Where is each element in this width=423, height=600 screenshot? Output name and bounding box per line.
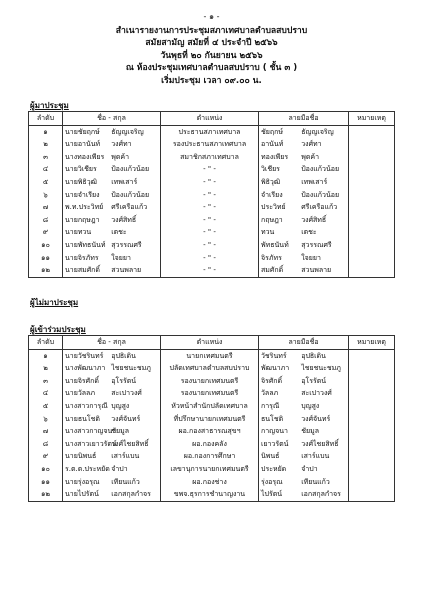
column-header-number: ลำดับ	[29, 336, 63, 350]
signature-last-name: ศรีเครือแก้ว	[301, 203, 338, 212]
signature-cell	[259, 201, 349, 214]
signature-first-name: ไปรัตน์	[261, 490, 283, 499]
document-header	[0, 25, 423, 87]
absent-section-title: ผู้ไม่มาประชุม	[30, 298, 79, 307]
signature-first-name: ทวน	[261, 228, 275, 237]
table-row	[29, 450, 395, 463]
position-cell: - " -	[161, 214, 259, 227]
signature-last-name: เอกสกุลกำจร	[301, 490, 341, 499]
table-row	[29, 138, 395, 151]
signature-cell	[259, 413, 349, 426]
signature-last-name: สุวรรณศรี	[301, 240, 332, 249]
last-name: วงศ์จันทร์	[111, 414, 141, 423]
signature-cell	[259, 476, 349, 489]
column-header-position: ตำแหน่ง	[161, 336, 259, 350]
name-cell	[63, 163, 161, 176]
position-cell: ขพจ.ธุรการชำนาญงาน	[161, 488, 259, 501]
last-name: เสาร์แบน	[111, 452, 140, 461]
signature-last-name: วงศ์สิทธิ์	[301, 215, 327, 224]
signature-first-name: รุ่งอรุณ	[261, 477, 283, 486]
row-number: ๘	[29, 438, 63, 451]
position-cell: เลขานุการนายกเทศมนตรี	[161, 463, 259, 476]
first-name: นายวัชรินทร์	[65, 351, 104, 360]
first-name: นายนิพนธ์	[65, 452, 97, 461]
first-name: นายธนโชติ	[65, 414, 100, 423]
last-name: เทพเสาร์	[111, 177, 138, 186]
column-header-number: ลำดับ	[29, 112, 63, 126]
name-cell	[63, 189, 161, 202]
table-row	[29, 176, 395, 189]
last-name: ไชยชนะชมภู	[111, 364, 151, 373]
last-name: วงศ์สิทธิ์	[111, 215, 137, 224]
column-header-signature: ลายมือชื่อ	[259, 336, 349, 350]
signature-last-name: บุญสูง	[301, 401, 320, 410]
signature-last-name: สะเปาวงศ์	[301, 389, 332, 398]
row-number: ๓	[29, 375, 63, 388]
signature-last-name: อุโรรัตน์	[301, 376, 327, 385]
row-number: ๑๑	[29, 252, 63, 265]
first-name: นายรุ่งอรุณ	[65, 477, 100, 486]
table-row	[29, 425, 395, 438]
name-cell	[63, 151, 161, 164]
participants-table	[28, 335, 395, 502]
row-number: ๖	[29, 413, 63, 426]
position-cell: ผอ.กองการศึกษา	[161, 450, 259, 463]
table-row	[29, 387, 395, 400]
signature-first-name: ทองเพียร	[261, 152, 289, 161]
name-cell	[63, 252, 161, 265]
signature-first-name: พัทธนันท์	[261, 240, 289, 249]
signature-cell	[259, 387, 349, 400]
last-name: สะเปาวงศ์	[111, 389, 142, 398]
last-name: วงศ์ไชยสิทธิ์	[111, 439, 149, 448]
page-number: - ๑ -	[203, 12, 220, 21]
column-header-signature: ลายมือชื่อ	[259, 112, 349, 126]
row-number: ๑๒	[29, 488, 63, 501]
row-number: ๘	[29, 214, 63, 227]
position-cell: รองประธานสภาเทศบาล	[161, 138, 259, 151]
table-row	[29, 214, 395, 227]
attendees-section-title: ผู้มาประชุม	[30, 101, 69, 110]
first-name: นายพิธิวุฒิ	[65, 177, 97, 186]
signature-last-name: วงศ์ไชยสิทธิ์	[301, 439, 339, 448]
table-row	[29, 252, 395, 265]
row-number: ๓	[29, 151, 63, 164]
signature-first-name: วัลลภ	[261, 389, 279, 398]
table-row	[29, 413, 395, 426]
row-number: ๑๐	[29, 463, 63, 476]
position-cell: รองนายกเทศมนตรี	[161, 387, 259, 400]
signature-last-name: วงศ์จันทร์	[301, 414, 331, 423]
remark-cell	[349, 463, 395, 476]
signature-last-name: ป้องแก้วน้อย	[301, 190, 340, 199]
signature-first-name: เยาวรัตน์	[261, 439, 289, 448]
signature-cell	[259, 425, 349, 438]
signature-first-name: พัฒนาภา	[261, 364, 290, 373]
row-number: ๔	[29, 387, 63, 400]
position-cell: ปลัดเทศบาลตำบลสบปราบ	[161, 362, 259, 375]
row-number: ๕	[29, 176, 63, 189]
signature-first-name: นิพนธ์	[261, 452, 280, 461]
name-cell	[63, 362, 161, 375]
name-cell	[63, 264, 161, 277]
column-header-remark: หมายเหตุ	[349, 112, 395, 126]
name-cell	[63, 226, 161, 239]
last-name: ชัยมูล	[111, 427, 129, 436]
remark-cell	[349, 450, 395, 463]
signature-cell	[259, 252, 349, 265]
position-cell: ผอ.กองสาธารณสุขฯ	[161, 425, 259, 438]
position-cell: รองนายกเทศมนตรี	[161, 375, 259, 388]
signature-first-name: พิธิวุฒิ	[261, 177, 281, 186]
header-line-start-time: เริ่มประชุม เวลา ๐๙.๐๐ น.	[161, 75, 262, 86]
signature-cell	[259, 400, 349, 413]
row-number: ๑	[29, 349, 63, 362]
row-number: ๖	[29, 189, 63, 202]
table-row	[29, 189, 395, 202]
signature-last-name: อุปธิเดิน	[301, 351, 326, 360]
signature-cell	[259, 125, 349, 138]
name-cell	[63, 438, 161, 451]
remark-cell	[349, 201, 395, 214]
row-number: ๗	[29, 201, 63, 214]
remark-cell	[349, 214, 395, 227]
signature-first-name: จำเรียง	[261, 190, 283, 199]
signature-first-name: จิรศักดิ์	[261, 376, 283, 385]
first-name: นายสมศักดิ์	[65, 266, 100, 275]
table-row	[29, 226, 395, 239]
signature-first-name: กฤษฎา	[261, 215, 283, 224]
signature-last-name: ธัญญเจริญ	[301, 127, 334, 136]
table-row	[29, 362, 395, 375]
signature-cell	[259, 163, 349, 176]
remark-cell	[349, 375, 395, 388]
remark-cell	[349, 189, 395, 202]
signature-cell	[259, 438, 349, 451]
position-cell: - " -	[161, 189, 259, 202]
first-name: นายอานันท์	[65, 140, 101, 149]
remark-cell	[349, 264, 395, 277]
signature-cell	[259, 239, 349, 252]
table-row	[29, 400, 395, 413]
row-number: ๔	[29, 163, 63, 176]
signature-cell	[259, 488, 349, 501]
last-name: ศรีเครือแก้ว	[111, 203, 148, 212]
position-cell: - " -	[161, 264, 259, 277]
signature-first-name: ประหยัด	[261, 464, 287, 473]
signature-first-name: ชัยฤกษ์	[261, 127, 283, 136]
name-cell	[63, 176, 161, 189]
position-cell: ผอ.กองช่าง	[161, 476, 259, 489]
header-line-title: สำเนารายงานการประชุมสภาเทศบาลตำบลสบปราบ	[115, 26, 308, 36]
first-name: นายชัยฤกษ์	[65, 127, 100, 136]
signature-first-name: การุณี	[261, 401, 280, 410]
last-name: เอกสกุลกำจร	[111, 490, 151, 499]
last-name: ป้องแก้วน้อย	[111, 190, 150, 199]
signature-last-name: จำปา	[301, 464, 318, 473]
last-name: วงศ์ทา	[111, 140, 132, 149]
remark-cell	[349, 488, 395, 501]
row-number: ๑	[29, 125, 63, 138]
signature-last-name: ชัยมูล	[301, 427, 319, 436]
signature-cell	[259, 138, 349, 151]
position-cell: สมาชิกสภาเทศบาล	[161, 151, 259, 164]
header-line-date: วันพุธที่ ๒๐ กันยายน ๒๕๖๖	[160, 50, 263, 61]
name-cell	[63, 138, 161, 151]
remark-cell	[349, 252, 395, 265]
signature-last-name: ป้องแก้วน้อย	[301, 165, 340, 174]
remark-cell	[349, 425, 395, 438]
last-name: ป้องแก้วน้อย	[111, 165, 150, 174]
name-cell	[63, 463, 161, 476]
first-name: นายจำเรียง	[65, 190, 100, 199]
signature-cell	[259, 463, 349, 476]
attendees-header-row	[29, 112, 395, 126]
remark-cell	[349, 151, 395, 164]
position-cell: ผอ.กองคลัง	[161, 438, 259, 451]
column-header-remark: หมายเหตุ	[349, 336, 395, 350]
last-name: บุญสูง	[111, 401, 130, 410]
signature-cell	[259, 375, 349, 388]
first-name: นายไปรัตน์	[65, 490, 99, 499]
signature-last-name: ใจยยา	[301, 253, 321, 262]
name-cell	[63, 125, 161, 138]
remark-cell	[349, 163, 395, 176]
name-cell	[63, 450, 161, 463]
remark-cell	[349, 226, 395, 239]
signature-last-name: เทพเสาร์	[301, 177, 328, 186]
signature-first-name: วิเชียร	[261, 165, 280, 174]
last-name: ธัญญเจริญ	[111, 127, 144, 136]
name-cell	[63, 375, 161, 388]
position-cell: ประธานสภาเทศบาล	[161, 125, 259, 138]
position-cell: หัวหน้าสำนักปลัดเทศบาล	[161, 400, 259, 413]
row-number: ๙	[29, 450, 63, 463]
position-cell: - " -	[161, 163, 259, 176]
remark-cell	[349, 413, 395, 426]
table-row	[29, 125, 395, 138]
remark-cell	[349, 387, 395, 400]
signature-last-name: ไชยชนะชมภู	[301, 364, 341, 373]
name-cell	[63, 214, 161, 227]
signature-last-name: สวนพลาย	[301, 266, 332, 275]
first-name: นายทวน	[65, 228, 92, 237]
signature-first-name: กาญจนา	[261, 427, 288, 436]
last-name: อุปธิเดิน	[111, 351, 136, 360]
table-row	[29, 239, 395, 252]
signature-first-name: สมศักดิ์	[261, 266, 284, 275]
table-row	[29, 375, 395, 388]
last-name: เทียนแก้ว	[111, 477, 140, 486]
signature-cell	[259, 176, 349, 189]
signature-cell	[259, 151, 349, 164]
column-header-position: ตำแหน่ง	[161, 112, 259, 126]
row-number: ๑๑	[29, 476, 63, 489]
position-cell: - " -	[161, 176, 259, 189]
position-cell: ที่ปรึกษานายกเทศมนตรี	[161, 413, 259, 426]
signature-cell	[259, 264, 349, 277]
table-row	[29, 264, 395, 277]
first-name: นางสาวการุณี	[65, 401, 108, 410]
last-name: พุดค้า	[111, 152, 130, 161]
remark-cell	[349, 438, 395, 451]
remark-cell	[349, 476, 395, 489]
row-number: ๒	[29, 362, 63, 375]
first-name: นายวิเชียร	[65, 165, 97, 174]
first-name: นางพัฒนาภา	[65, 364, 106, 373]
remark-cell	[349, 400, 395, 413]
last-name: สวนพลาย	[111, 266, 142, 275]
participants-section-title: ผู้เข้าร่วมประชุม	[30, 325, 86, 334]
position-cell: - " -	[161, 226, 259, 239]
name-cell	[63, 201, 161, 214]
table-row	[29, 151, 395, 164]
name-cell	[63, 400, 161, 413]
signature-cell	[259, 214, 349, 227]
header-line-session: สมัยสามัญ สมัยที่ ๔ ประจำปี ๒๕๖๖	[145, 38, 278, 49]
signature-last-name: พุดค้า	[301, 152, 320, 161]
row-number: ๕	[29, 400, 63, 413]
first-name: นายกฤษฎา	[65, 215, 100, 224]
table-row	[29, 463, 395, 476]
remark-cell	[349, 362, 395, 375]
first-name: นายพัทธนันท์	[65, 240, 106, 249]
signature-first-name: ประวิทย์	[261, 203, 286, 212]
remark-cell	[349, 125, 395, 138]
signature-first-name: จิรภัทร	[261, 253, 282, 262]
first-name: ร.ต.ต.ประหยัด	[65, 464, 110, 473]
signature-first-name: ธนโชติ	[261, 414, 284, 423]
remark-cell	[349, 349, 395, 362]
table-row	[29, 438, 395, 451]
row-number: ๒	[29, 138, 63, 151]
signature-cell	[259, 226, 349, 239]
signature-cell	[259, 349, 349, 362]
first-name: นางทองเพียร	[65, 152, 105, 161]
row-number: ๗	[29, 425, 63, 438]
signature-first-name: วัชรินทร์	[261, 351, 287, 360]
participants-header-row	[29, 336, 395, 350]
last-name: ใจยยา	[111, 253, 131, 262]
position-cell: - " -	[161, 252, 259, 265]
table-row	[29, 163, 395, 176]
last-name: จำปา	[111, 464, 128, 473]
table-row	[29, 476, 395, 489]
signature-last-name: เทียนแก้ว	[301, 477, 330, 486]
first-name: นางสาวกาญจนา	[65, 427, 117, 436]
name-cell	[63, 239, 161, 252]
last-name: อุโรรัตน์	[111, 376, 137, 385]
first-name: นางสาวเยาวรัตน์	[65, 439, 117, 448]
remark-cell	[349, 176, 395, 189]
attendees-table	[28, 111, 395, 278]
column-header-name: ชื่อ - สกุล	[63, 336, 161, 350]
table-row	[29, 201, 395, 214]
remark-cell	[349, 138, 395, 151]
name-cell	[63, 349, 161, 362]
remark-cell	[349, 239, 395, 252]
header-line-venue: ณ ห้องประชุมเทศบาลตำบลสบปราบ ( ชั้น ๓ )	[125, 63, 298, 74]
signature-last-name: วงศ์ทา	[301, 140, 322, 149]
first-name: นายวัลลภ	[65, 389, 95, 398]
name-cell	[63, 476, 161, 489]
row-number: ๑๒	[29, 264, 63, 277]
signature-last-name: เตชะ	[301, 228, 317, 237]
name-cell	[63, 413, 161, 426]
signature-first-name: อานันท์	[261, 140, 284, 149]
first-name: นายจิรภัทร	[65, 253, 99, 262]
first-name: พ.ท.ประวิทย์	[65, 203, 104, 212]
position-cell: นายกเทศมนตรี	[161, 349, 259, 362]
name-cell	[63, 425, 161, 438]
position-cell: - " -	[161, 201, 259, 214]
last-name: เตชะ	[111, 228, 127, 237]
name-cell	[63, 488, 161, 501]
signature-last-name: เสาร์แบน	[301, 452, 330, 461]
last-name: สุวรรณศรี	[111, 240, 142, 249]
position-cell: - " -	[161, 239, 259, 252]
column-header-name: ชื่อ - สกุล	[63, 112, 161, 126]
signature-cell	[259, 450, 349, 463]
row-number: ๑๐	[29, 239, 63, 252]
table-row	[29, 488, 395, 501]
row-number: ๙	[29, 226, 63, 239]
signature-cell	[259, 189, 349, 202]
table-row	[29, 349, 395, 362]
first-name: นายจิรศักดิ์	[65, 376, 99, 385]
signature-cell	[259, 362, 349, 375]
name-cell	[63, 387, 161, 400]
